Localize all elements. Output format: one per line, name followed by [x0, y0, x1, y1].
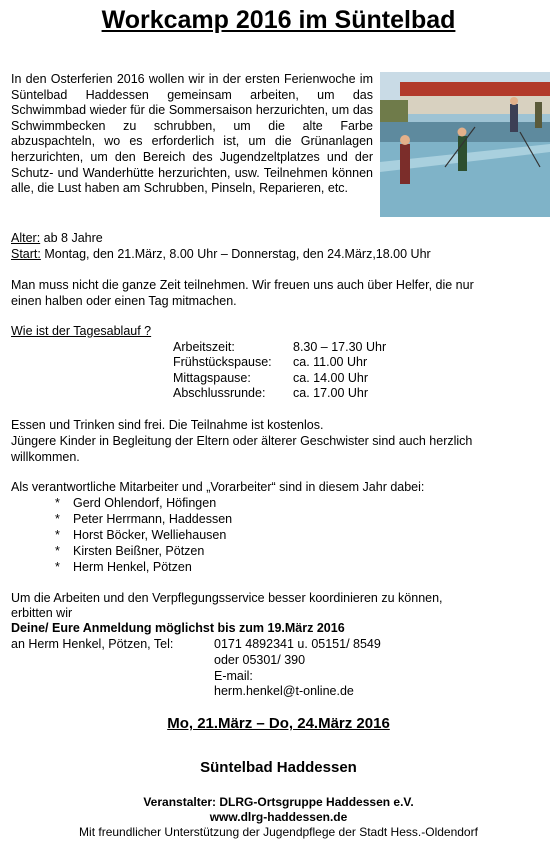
venue-name: Süntelbad Haddessen: [200, 759, 357, 776]
intro-paragraph: In den Osterferien 2016 wollen wir in der ersten Ferienwoche im Süntelbad Haddessen gemeinsam arbeiten, um das Schwimmbad wieder für die Sommersaison herzurichten, um das Schwimmbecken zu schrubben, um die alte Farbe abzuspachteln, wo es erforderlich ist, um die Grünanlagen herzurichten, um den Bereich des Jugendzeltplatzes und der Schutz- und Wanderhütte herzurichten, usw. Teilnehmen können alle, die Lust haben am Schrubben, Pinseln, Reparieren, etc.: [11, 72, 373, 196]
schedule-value-breakfast: ca. 11.00 Uhr: [293, 355, 368, 369]
food-line-1: Essen und Trinken sind frei. Die Teilnahme ist kostenlos.: [11, 418, 324, 432]
schedule-label-closing: Abschlussrunde:: [173, 386, 266, 400]
team-member: Horst Böcker, Welliehausen: [73, 528, 227, 542]
schedule-value-lunch: ca. 14.00 Uhr: [293, 371, 369, 385]
bullet-marker: *: [55, 496, 60, 510]
age-value: ab 8 Jahre: [43, 231, 103, 245]
team-intro: Als verantwortliche Mitarbeiter und „Vorarbeiter“ sind in diesem Jahr dabei:: [11, 480, 425, 494]
registration-line-2: erbitten wir: [11, 606, 73, 620]
team-member: Kirsten Beißner, Pötzen: [73, 544, 205, 558]
food-line-3: willkommen.: [11, 450, 80, 464]
schedule-heading: Wie ist der Tagesablauf ?: [11, 324, 152, 338]
helpers-line-1: Man muss nicht die ganze Zeit teilnehmen. Wir freuen uns auch über Helfer, die nur: [11, 278, 474, 292]
support-note: Mit freundlicher Unterstützung der Jugendpflege der Stadt Hess.-Oldendorf: [79, 825, 478, 839]
bullet-marker: *: [55, 528, 60, 542]
age-label: Alter:: [11, 231, 41, 245]
page-title: Workcamp 2016 im Süntelbad: [101, 6, 456, 34]
team-member: Herm Henkel, Pötzen: [73, 560, 192, 574]
start-value: Montag, den 21.März, 8.00 Uhr – Donnerstag, den 24.März,18.00 Uhr: [44, 247, 431, 261]
team-member: Peter Herrmann, Haddessen: [73, 512, 233, 526]
schedule-label-work: Arbeitszeit:: [173, 340, 235, 354]
contact-email[interactable]: herm.henkel@t-online.de: [214, 684, 354, 698]
bullet-marker: *: [55, 560, 60, 574]
contact-email-label: E-mail:: [214, 669, 253, 683]
schedule-label-breakfast: Frühstückspause:: [173, 355, 272, 369]
team-member: Gerd Ohlendorf, Höfingen: [73, 496, 217, 510]
website-link[interactable]: www.dlrg-haddessen.de: [209, 810, 348, 824]
contact-phone-1: 0171 4892341 u. 05151/ 8549: [214, 637, 381, 651]
helpers-line-2: einen halben oder einen Tag mitmachen.: [11, 294, 237, 308]
start-label: Start:: [11, 247, 41, 261]
start-line: [11, 247, 431, 261]
food-line-2: Jüngere Kinder in Begleitung der Eltern oder älterer Geschwister sind auch herzlich: [11, 434, 473, 448]
age-line: [11, 231, 103, 245]
schedule-value-work: 8.30 – 17.30 Uhr: [293, 340, 387, 354]
schedule-value-closing: ca. 17.00 Uhr: [293, 386, 369, 400]
pool-cleaning-photo: [380, 72, 550, 217]
registration-deadline: Deine/ Eure Anmeldung möglichst bis zum 19.März 2016: [11, 621, 345, 635]
contact-phone-2: oder 05301/ 390: [214, 653, 306, 667]
contact-label: an Herm Henkel, Pötzen, Tel:: [11, 637, 174, 651]
bullet-marker: *: [55, 544, 60, 558]
registration-line-1: Um die Arbeiten und den Verpflegungsservice besser koordinieren zu können,: [11, 591, 443, 605]
schedule-label-lunch: Mittagspause:: [173, 371, 251, 385]
event-dates: Mo, 21.März – Do, 24.März 2016: [167, 715, 390, 732]
organizer: Veranstalter: DLRG-Ortsgruppe Haddessen e.V.: [143, 795, 414, 809]
bullet-marker: *: [55, 512, 60, 526]
